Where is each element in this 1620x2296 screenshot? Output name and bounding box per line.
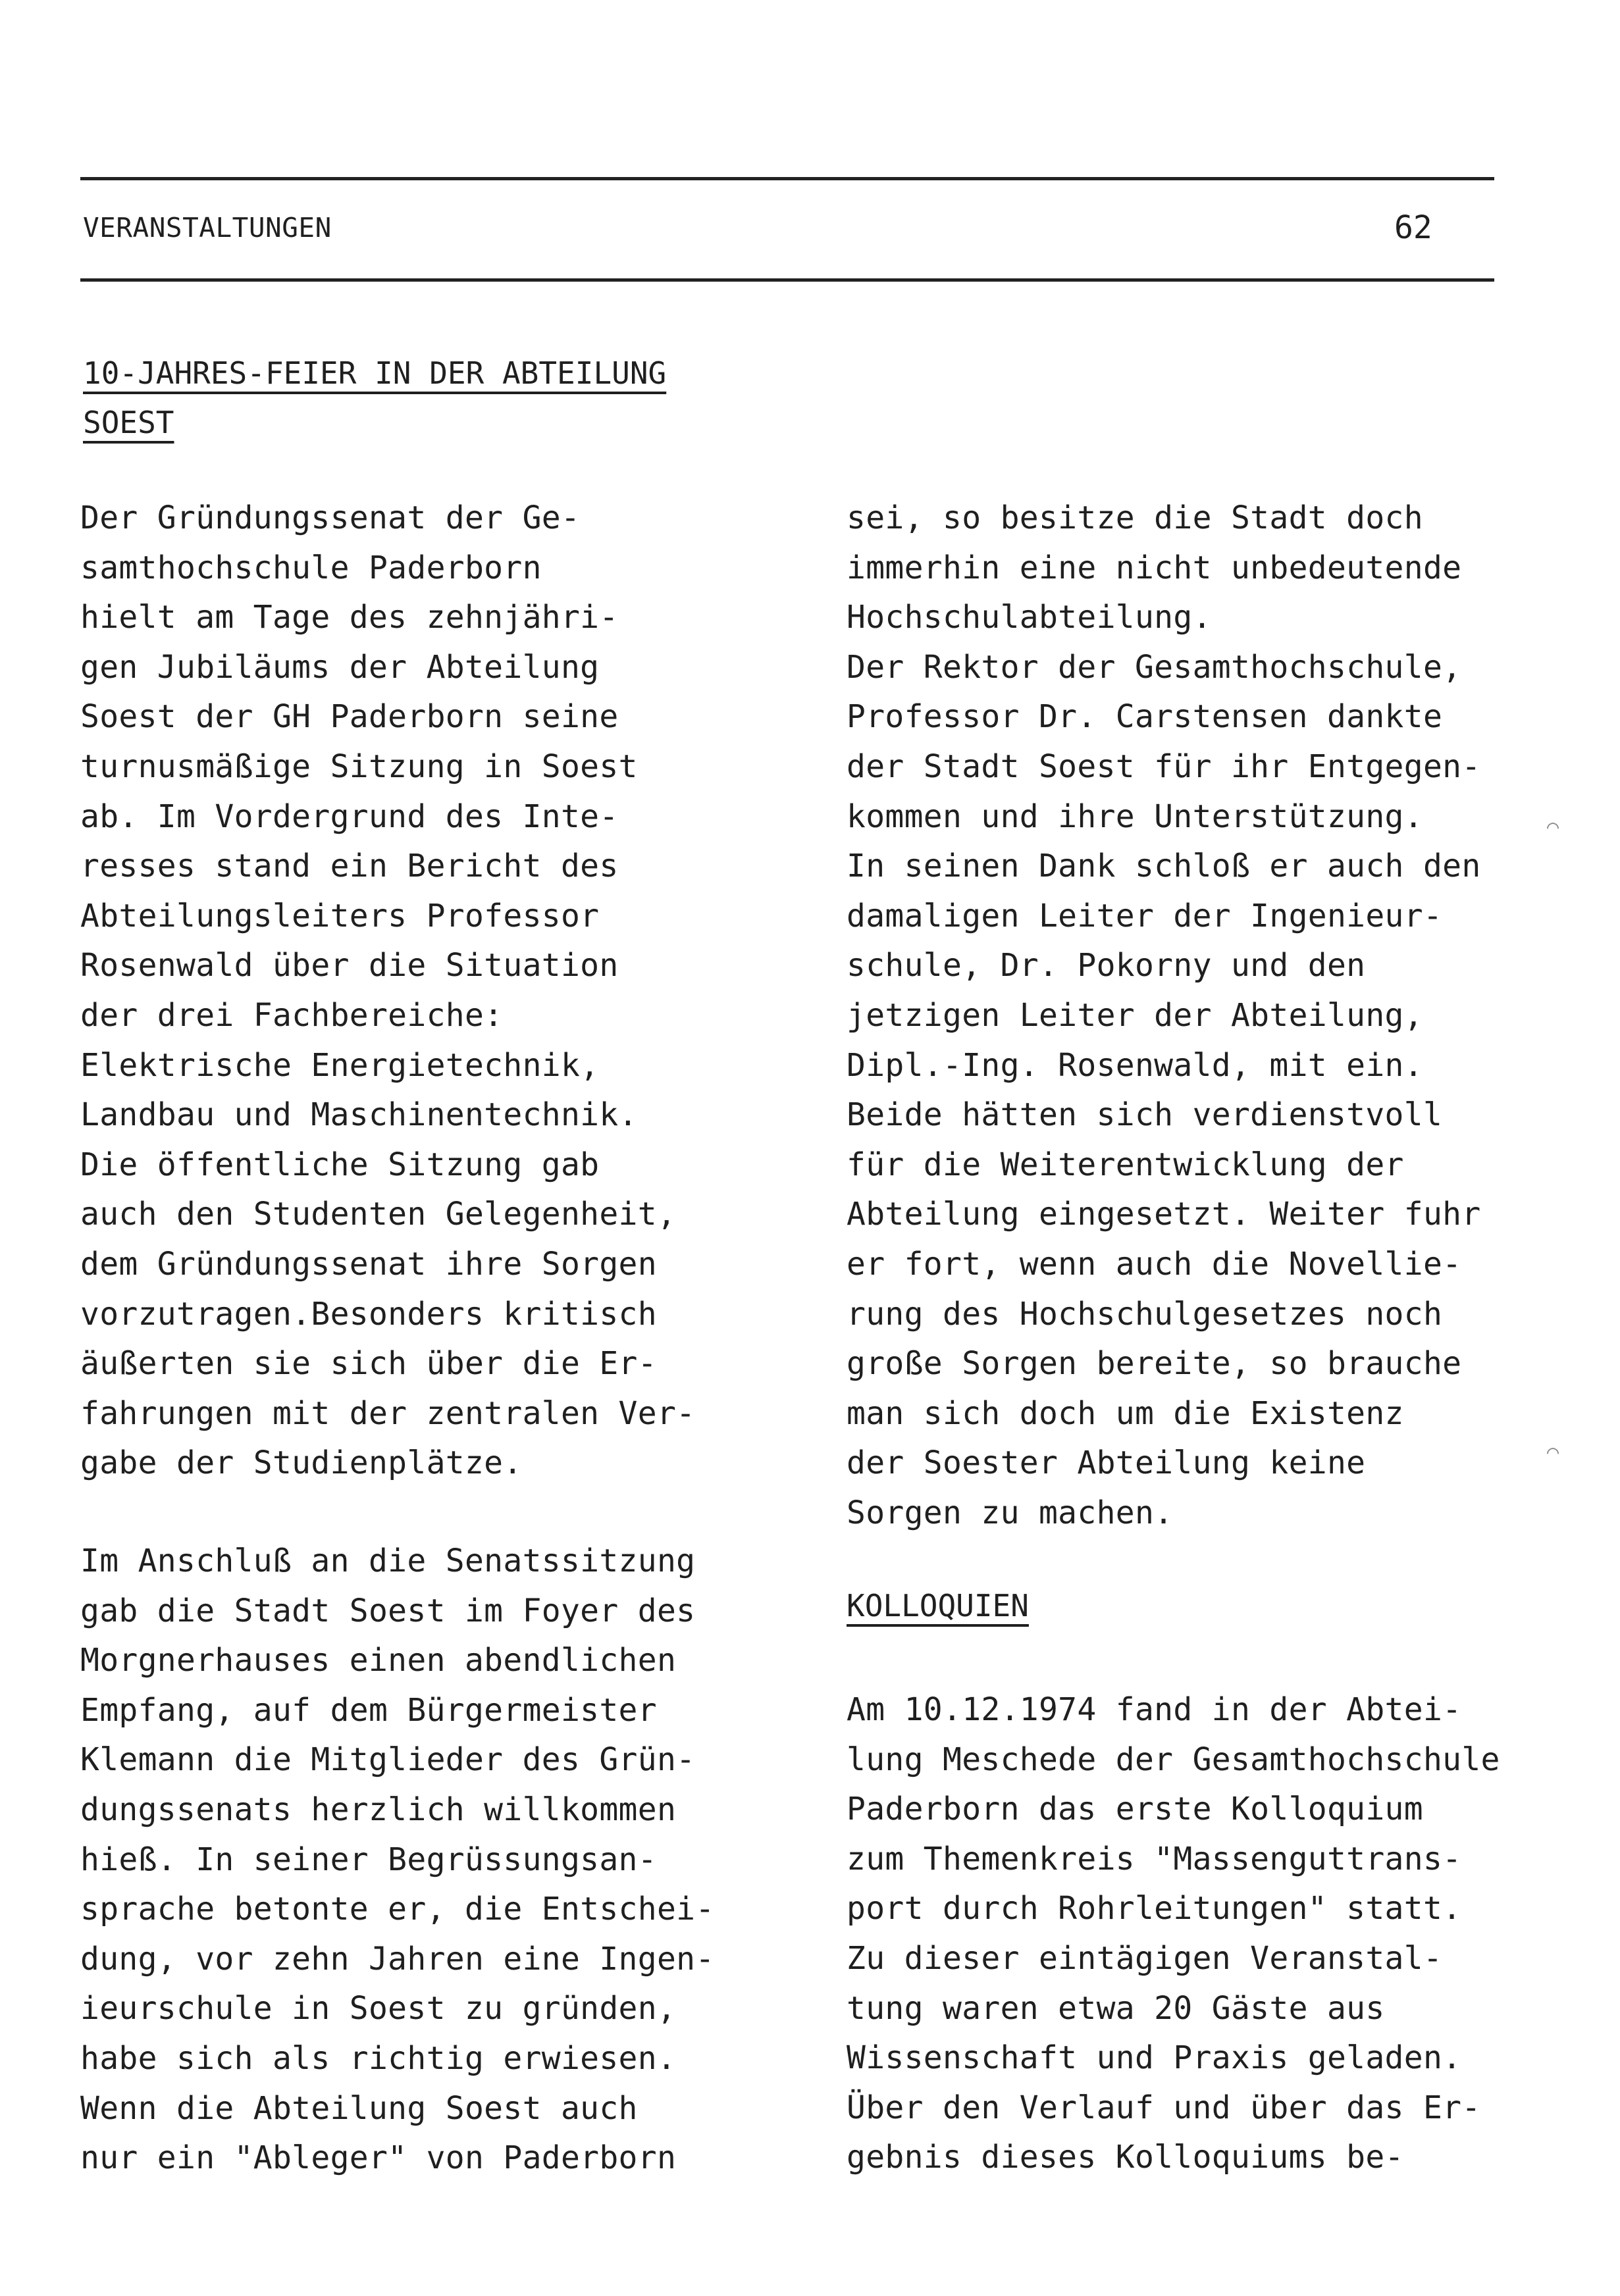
text-line: Sorgen zu machen.	[847, 1494, 1174, 1531]
text-line: port durch Rohrleitungen" statt.	[847, 1890, 1462, 1927]
text-line: dem Gründungssenat ihre Sorgen	[80, 1245, 657, 1283]
text-line: dungssenats herzlich willkommen	[80, 1791, 677, 1828]
text-line: der Soester Abteilung keine	[847, 1444, 1366, 1482]
left-column-paragraph-1	[80, 494, 695, 1489]
text-line: resses stand ein Bericht des	[80, 848, 619, 885]
text-line: kommen und ihre Unterstützung.	[847, 798, 1423, 835]
article-heading	[83, 349, 807, 447]
text-line: gab die Stadt Soest im Foyer des	[80, 1592, 696, 1629]
text-line: dung, vor zehn Jahren eine Ingen-	[80, 1940, 715, 1977]
text-line: turnusmäßige Sitzung in Soest	[80, 748, 638, 785]
text-line: Beide hätten sich verdienstvoll	[847, 1096, 1443, 1134]
text-line: ieurschule in Soest zu gründen,	[80, 1990, 677, 2028]
header-top-rule	[80, 177, 1494, 180]
text-line: hieß. In seiner Begrüssungsan-	[80, 1841, 657, 1878]
section-title: VERANSTALTUNGEN	[83, 212, 332, 243]
kolloquien-heading: KOLLOQUIEN	[847, 1588, 1029, 1623]
text-line: große Sorgen bereite, so brauche	[847, 1345, 1462, 1383]
text-line: sprache betonte er, die Entschei-	[80, 1891, 715, 1928]
text-line: der drei Fachbereiche:	[80, 996, 504, 1034]
page-number: 62	[1394, 209, 1432, 246]
text-line: immerhin eine nicht unbedeutende	[847, 549, 1462, 586]
kolloquien-paragraph	[847, 1685, 1500, 2183]
text-line: rung des Hochschulgesetzes noch	[847, 1295, 1443, 1333]
text-line: Landbau und Maschinentechnik.	[80, 1096, 638, 1134]
text-line: samthochschule Paderborn	[80, 549, 542, 586]
text-line: Rosenwald über die Situation	[80, 947, 619, 984]
text-line: Paderborn das erste Kolloquium	[847, 1791, 1423, 1828]
text-line: Wenn die Abteilung Soest auch	[80, 2089, 638, 2127]
text-line: Klemann die Mitglieder des Grün-	[80, 1741, 696, 1779]
text-line: lung Meschede der Gesamthochschule	[847, 1741, 1500, 1778]
text-line: für die Weiterentwicklung der	[847, 1146, 1404, 1183]
text-line: Die öffentliche Sitzung gab	[80, 1146, 600, 1183]
text-line: jetzigen Leiter der Abteilung,	[847, 996, 1423, 1034]
text-line: schule, Dr. Pokorny und den	[847, 947, 1366, 984]
text-line: auch den Studenten Gelegenheit,	[80, 1196, 677, 1233]
text-line: Wissenschaft und Praxis geladen.	[847, 2039, 1462, 2077]
text-line: Abteilung eingesetzt. Weiter fuhr	[847, 1196, 1481, 1233]
text-line: er fort, wenn auch die Novellie-	[847, 1245, 1462, 1283]
text-line: Hochschulabteilung.	[847, 599, 1212, 636]
text-line: ab. Im Vordergrund des Inte-	[80, 798, 619, 835]
punch-hole-mark: ◠	[1547, 1441, 1559, 1464]
text-line: tung waren etwa 20 Gäste aus	[847, 1989, 1385, 2027]
text-line: Über den Verlauf und über das Er-	[847, 2089, 1481, 2126]
text-line: fahrungen mit der zentralen Ver-	[80, 1394, 696, 1432]
text-line: habe sich als richtig erwiesen.	[80, 2039, 677, 2077]
text-line: vorzutragen.Besonders kritisch	[80, 1295, 657, 1333]
text-line: Am 10.12.1974 fand in der Abtei-	[847, 1691, 1462, 1728]
article-heading-line-1: 10-JAHRES-FEIER IN DER ABTEILUNG	[83, 355, 667, 391]
text-line: gen Jubiläums der Abteilung	[80, 648, 600, 686]
text-line: Abteilungsleiters Professor	[80, 897, 600, 934]
text-line: gebnis dieses Kolloquiums be-	[847, 2139, 1404, 2176]
text-line: Im Anschluß an die Senatssitzung	[80, 1543, 696, 1579]
text-line: Empfang, auf dem Bürgermeister	[80, 1691, 657, 1729]
right-column-paragraph	[847, 494, 1481, 1538]
text-line: hielt am Tage des zehnjähri-	[80, 599, 619, 636]
text-line: damaligen Leiter der Ingenieur-	[847, 897, 1443, 934]
text-line: Dipl.-Ing. Rosenwald, mit ein.	[847, 1046, 1423, 1084]
text-line: gabe der Studienplätze.	[80, 1444, 523, 1482]
article-heading-line-2: SOEST	[83, 405, 174, 440]
text-line: Professor Dr. Carstensen dankte	[847, 698, 1443, 736]
text-line: Morgnerhauses einen abendlichen	[80, 1642, 677, 1679]
text-line: Der Rektor der Gesamthochschule,	[847, 648, 1462, 686]
text-line: zum Themenkreis "Massenguttrans-	[847, 1840, 1462, 1877]
text-line: äußerten sie sich über die Er-	[80, 1345, 657, 1383]
text-line: der Stadt Soest für ihr Entgegen-	[847, 748, 1481, 785]
text-line: man sich doch um die Existenz	[847, 1394, 1404, 1432]
text-line: Soest der GH Paderborn seine	[80, 698, 619, 736]
text-line: nur ein "Ableger" von Paderborn	[80, 2139, 677, 2177]
text-line: Elektrische Energietechnik,	[80, 1046, 600, 1084]
text-line: In seinen Dank schloß er auch den	[847, 848, 1481, 885]
header-bottom-rule	[80, 278, 1494, 282]
text-line: Der Gründungssenat der Ge-	[80, 499, 581, 536]
left-column-paragraph-2	[80, 1537, 715, 2183]
text-line: Zu dieser eintägigen Veranstal-	[847, 1939, 1443, 1977]
text-line: sei, so besitze die Stadt doch	[847, 499, 1423, 536]
punch-hole-mark: ◠	[1547, 816, 1559, 839]
